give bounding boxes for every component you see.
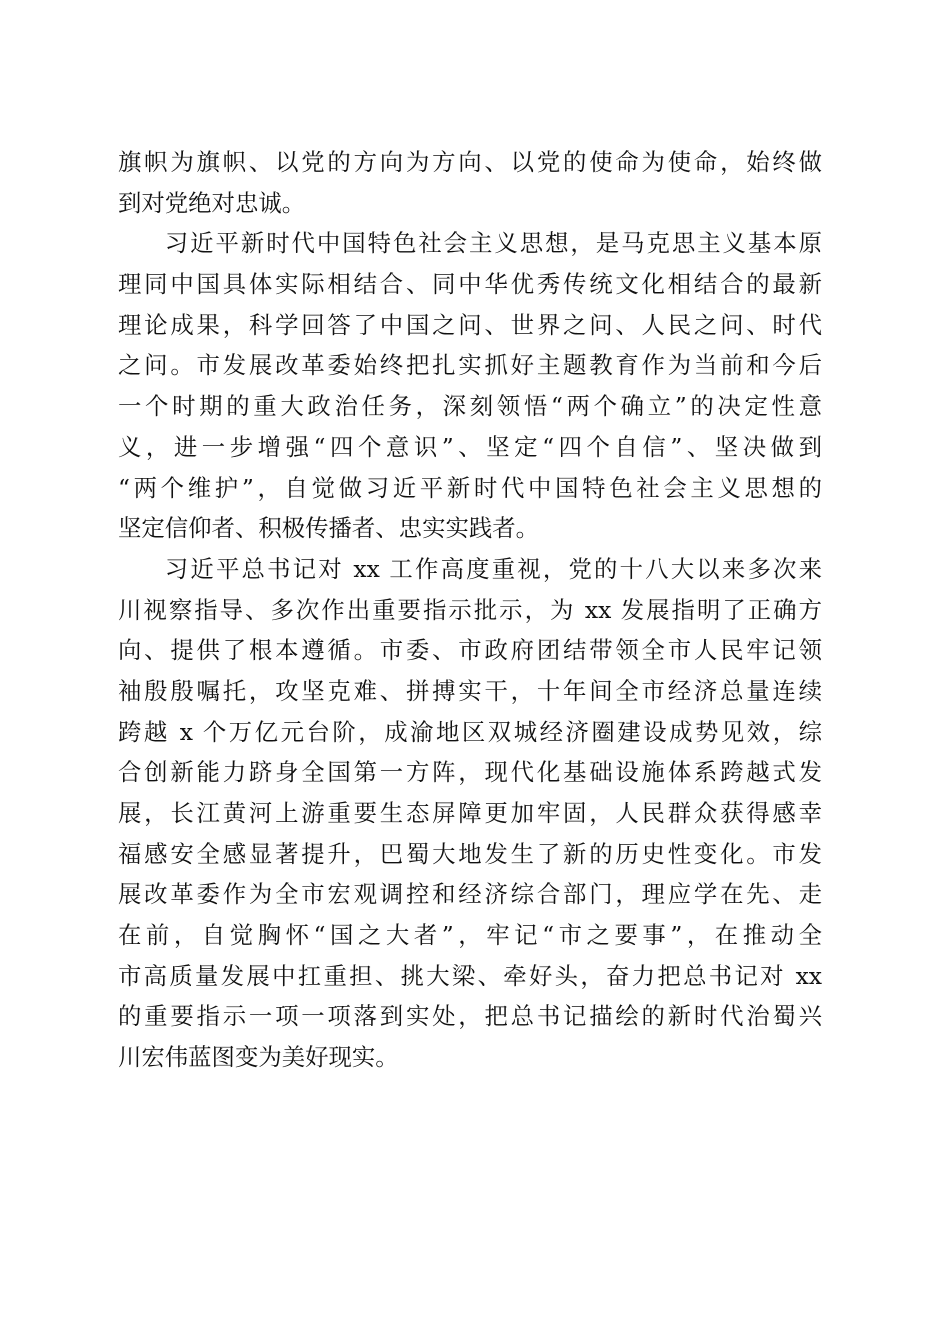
text-line: 习近平新时代中国特色社会主义思想，是马克思主义基本原 [164,229,822,258]
text-line: 的重要指示一项一项落到实处，把总书记描绘的新时代治蜀兴 [118,1002,822,1031]
text-line: 在前，自觉胸怀“国之大者”，牢记“市之要事”，在推动全 [118,921,822,950]
text-line: 旗帜为旗帜、以党的方向为方向、以党的使命为使命，始终做 [118,148,822,176]
text-line: 袖殷殷嘱托，攻坚克难、拼搏实干，十年间全市经济总量连续 [118,676,822,705]
text-line: 理论成果，科学回答了中国之问、世界之问、人民之问、时代 [118,310,822,339]
text-line: 义，进一步增强“四个意识”、坚定“四个自信”、坚决做到 [118,432,822,461]
text-line: 到对党绝对忠诚。 [118,188,306,217]
text-line: 福感安全感显著提升，巴蜀大地发生了新的历史性变化。市发 [118,839,822,868]
paragraph [118,549,822,1078]
paragraph [118,223,822,549]
text-line: 理同中国具体实际相结合、同中华优秀传统文化相结合的最新 [118,270,822,299]
text-line: 坚定信仰者、积极传播者、忠实实践者。 [118,514,540,543]
text-line: 之问。市发展改革委始终把扎实抓好主题教育作为当前和今后 [118,351,822,380]
text-line: 习近平总书记对 xx 工作高度重视，党的十八大以来多次来 [164,554,822,583]
text-line: 合创新能力跻身全国第一方阵，现代化基础设施体系跨越式发 [118,758,822,787]
text-line: 向、提供了根本遵循。市委、市政府团结带领全市人民牢记领 [118,636,822,665]
text-line: 展改革委作为全市宏观调控和经济综合部门，理应学在先、走 [118,880,822,909]
text-line: 川视察指导、多次作出重要指示批示，为 xx 发展指明了正确方 [118,595,822,624]
text-line: 一个时期的重大政治任务，深刻领悟“两个确立”的决定性意 [118,392,822,421]
paragraph [118,142,822,223]
text-line: 市高质量发展中扛重担、挑大梁、牵好头，奋力把总书记对 xx [118,961,822,990]
text-line: 展，长江黄河上游重要生态屏障更加牢固，人民群众获得感幸 [118,799,822,827]
text-line: 川宏伟蓝图变为美好现实。 [118,1043,399,1072]
body-text [118,142,822,1078]
text-line: “两个维护”，自觉做习近平新时代中国特色社会主义思想的 [118,473,822,502]
text-line: 跨越 x 个万亿元台阶，成渝地区双城经济圈建设成势见效，综 [118,717,822,746]
